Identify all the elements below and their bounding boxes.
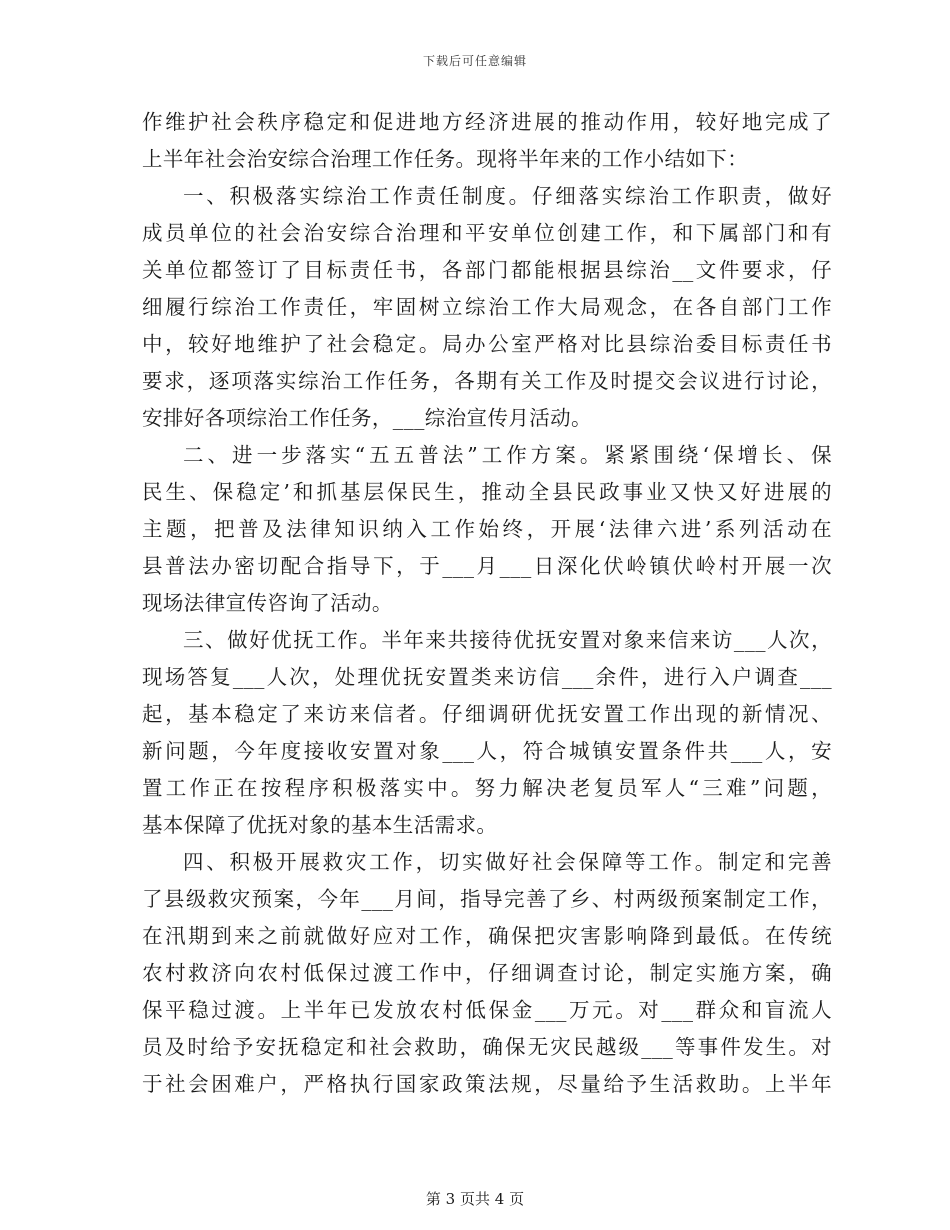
text-line: 县普法办密切配合指导下，于___月___日深化伏岭镇伏岭村开展一次 [142, 554, 832, 578]
text-line: 新问题，今年度接收安置对象___人，符合城镇安置条件共___人，安 [142, 739, 832, 763]
text-line: 成员单位的社会治安综合治理和平安单位创建工作，和下属部门和有 [142, 221, 832, 245]
text-line: 员及时给予安抚稳定和社会救助，确保无灾民越级___等事件发生。对 [142, 1035, 832, 1059]
paragraph-2-first-line: 二、进一步落实“五五普法”工作方案。紧紧围绕‘保增长、保 [183, 443, 832, 467]
paragraph-3-first-line: 三、做好优抚工作。半年来共接待优抚安置对象来信来访___人次， [183, 628, 832, 652]
text-line: 基本保障了优抚对象的基本生活需求。 [142, 813, 498, 837]
text-line: 主题，把普及法律知识纳入工作始终，开展‘法律六进’系列活动在 [142, 517, 832, 541]
text-line: 上半年社会治安综合治理工作任务。现将半年来的工作小结如下： [142, 147, 749, 171]
text-line: 安排好各项综治工作任务，___综治宣传月活动。 [142, 406, 592, 430]
text-line: 置工作正在按程序积极落实中。努力解决老复员军人“三难”问题， [142, 776, 832, 800]
text-line: 关单位都签订了目标责任书，各部门都能根据县综治__文件要求，仔 [142, 258, 832, 282]
text-line: 要求，逐项落实综治工作任务，各期有关工作及时提交会议进行讨论， [142, 369, 832, 393]
text-line: 中，较好地维护了社会稳定。局办公室严格对比县综治委目标责任书 [142, 332, 832, 356]
paragraph-4-first-line: 四、积极开展救灾工作，切实做好社会保障等工作。制定和完善 [183, 850, 832, 874]
page-header: 下载后可任意编辑 [422, 54, 527, 68]
text-line: 农村救济向农村低保过渡工作中，仔细调查讨论，制定实施方案，确 [142, 961, 832, 985]
text-line: 于社会困难户，严格执行国家政策法规，尽量给予生活救助。上半年 [142, 1072, 832, 1096]
text-line: 现场答复___人次，处理优抚安置类来访信___余件，进行入户调查___ [142, 665, 832, 689]
document-body [142, 104, 832, 1103]
text-line: 细履行综治工作责任，牢固树立综治工作大局观念，在各自部门工作 [142, 295, 832, 319]
text-line: 在汛期到来之前就做好应对工作，确保把灾害影响降到最低。在传统 [142, 924, 832, 948]
text-line: 现场法律宣传咨询了活动。 [142, 591, 393, 615]
text-line: 民生、保稳定’和抓基层保民生，推动全县民政事业又快又好进展的 [142, 480, 832, 504]
text-line: 了县级救灾预案，今年___月间，指导完善了乡、村两级预案制定工作， [142, 887, 832, 911]
text-line: 作维护社会秩序稳定和促进地方经济进展的推动作用，较好地完成了 [142, 110, 832, 134]
text-line: 起，基本稳定了来访来信者。仔细调研优抚安置工作出现的新情况、 [142, 702, 832, 726]
paragraph-1-first-line: 一、积极落实综治工作责任制度。仔细落实综治工作职责，做好 [183, 184, 832, 208]
page-number-footer: 第 3 页共 4 页 [425, 1190, 525, 1208]
text-line: 保平稳过渡。上半年已发放农村低保金___万元。对___群众和盲流人 [142, 998, 832, 1022]
